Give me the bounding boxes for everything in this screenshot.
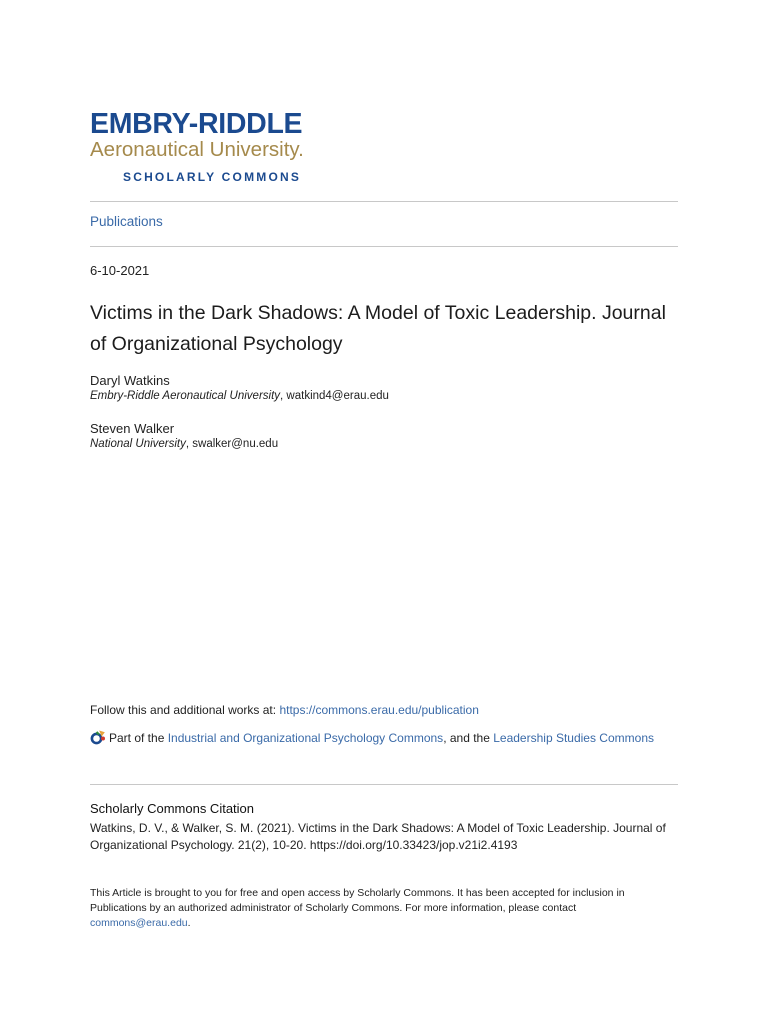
logo-subtitle: Aeronautical University.: [90, 138, 304, 161]
author-name: Daryl Watkins: [90, 373, 170, 388]
author-block-1: [90, 373, 389, 402]
part-of-middle: , and the: [443, 731, 494, 745]
affiliation-name: Embry-Riddle Aeronautical University: [90, 390, 281, 402]
divider-bottom: [90, 784, 678, 785]
divider-top: [90, 201, 678, 202]
access-notice-text: This Article is brought to you for free and open access by Scholarly Commons. It has been accepted for inclusion in Publications by an authorized administrator of Scholarly Commons. For more information, please contact: [90, 887, 625, 914]
article-title: Victims in the Dark Shadows: A Model of Toxic Leadership. Journal of Organizational Psychology: [90, 302, 666, 355]
access-notice-end: .: [187, 917, 191, 929]
io-psychology-commons-link[interactable]: Industrial and Organizational Psychology Commons: [167, 731, 444, 745]
part-of-line: [90, 728, 678, 749]
divider-mid: [90, 246, 678, 247]
leadership-studies-commons-link[interactable]: Leadership Studies Commons: [493, 731, 654, 745]
author-name: Steven Walker: [90, 421, 175, 436]
logo-wordmark: EMBRY-RIDDLE: [90, 108, 303, 140]
erau-logo[interactable]: [90, 110, 390, 184]
collection-url-link[interactable]: https://commons.erau.edu/publication: [279, 703, 479, 717]
affiliation-name: National University: [90, 438, 186, 450]
publication-date: 6-10-2021: [90, 263, 150, 278]
logo-scholarly-commons: SCHOLARLY COMMONS: [123, 170, 302, 184]
publications-link[interactable]: Publications: [90, 214, 163, 229]
author-affiliation: [90, 390, 389, 402]
access-notice: [90, 886, 678, 931]
author-email: , watkind4@erau.edu: [280, 390, 389, 402]
citation-text: Watkins, D. V., & Walker, S. M. (2021). Victims in the Dark Shadows: A Model of Toxic Leadership. Journal of Organizational Psychology. 21(2), 10-20. https://doi.org/10.33423/jop.v21i2.4193: [90, 821, 666, 852]
open-access-icon: [90, 729, 106, 745]
follow-prefix: Follow this and additional works at:: [90, 703, 280, 717]
author-email: , swalker@nu.edu: [185, 438, 279, 450]
follow-line: [90, 703, 479, 717]
author-affiliation: [90, 438, 278, 450]
contact-email-link[interactable]: commons@erau.edu: [90, 917, 188, 929]
part-of-prefix: Part of the: [109, 731, 168, 745]
author-block-2: [90, 421, 278, 450]
citation-heading: Scholarly Commons Citation: [90, 801, 255, 816]
